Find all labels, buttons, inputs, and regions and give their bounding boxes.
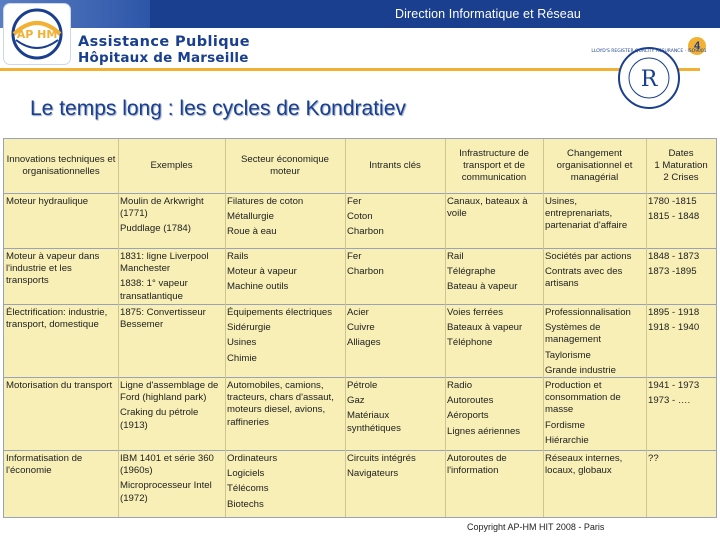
table-row	[4, 450, 716, 518]
table-cell	[543, 194, 646, 249]
cell-text: Microprocesseur Intel (1972)	[120, 480, 212, 504]
table-cell	[543, 249, 646, 305]
cell-text: 1941 - 1973	[648, 380, 700, 391]
cell-text: Taylorisme	[545, 349, 591, 361]
table-cell	[445, 249, 543, 305]
brand-divider	[0, 68, 700, 71]
header-cell: Intrants clés	[369, 159, 421, 171]
cell-text: Biotechs	[227, 498, 264, 510]
cell-text: Réseaux internes, locaux, globaux	[545, 453, 623, 477]
table-cell	[345, 378, 445, 451]
table-cell	[4, 194, 118, 249]
cell-text: Automobiles, camions, tracteurs, chars d'assaut, moteurs diesel, avions, raffineries	[227, 380, 334, 428]
cell-text: 1838: 1° vapeur transatlantique	[120, 278, 188, 302]
cell-text: Bateaux à vapeur	[447, 322, 523, 334]
logo-text: AP HM	[16, 28, 58, 41]
cell-text: Ligne d'assemblage de Ford (highland park)	[120, 380, 219, 404]
table-cell	[646, 249, 716, 305]
cell-text: Voies ferrées	[447, 307, 503, 318]
table-cell	[646, 378, 716, 451]
cell-text: Alliages	[347, 337, 381, 349]
cell-text: Bateau à vapeur	[447, 281, 518, 293]
cell-text: Chimie	[227, 352, 257, 364]
cell-text: 1918 - 1940	[648, 322, 700, 334]
cell-text: Systèmes de management	[545, 322, 601, 346]
cell-text: Ordinateurs	[227, 453, 278, 464]
cell-text: Production et consommation de masse	[545, 380, 621, 416]
cell-text: 1875: Convertisseur Bessemer	[120, 307, 206, 331]
header-cell: Dates 1 Maturation 2 Crises	[654, 147, 708, 184]
table-cell	[225, 249, 345, 305]
cell-text: IBM 1401 et série 360 (1960s)	[120, 453, 214, 477]
cell-text: Navigateurs	[347, 468, 399, 480]
cell-text: Matériaux synthétiques	[347, 410, 401, 434]
aphm-logo	[4, 4, 70, 64]
table-cell	[543, 378, 646, 451]
header-cell: Exemples	[150, 159, 193, 171]
cell-text: Aéroports	[447, 410, 489, 422]
table-row	[4, 304, 716, 378]
banner-title: Direction Informatique et Réseau	[395, 7, 581, 21]
cell-text: Rails	[227, 251, 249, 262]
cell-text: Cuivre	[347, 322, 375, 334]
table-cell	[345, 249, 445, 305]
seal-ring-text: LLOYD'S REGISTER QUALITY ASSURANCE · ISO9001	[591, 49, 707, 54]
cell-text: Charbon	[347, 266, 384, 278]
cell-text: 1780 -1815	[648, 196, 697, 207]
cell-text: Lignes aériennes	[447, 425, 521, 437]
cell-text: Circuits intégrés	[347, 453, 416, 464]
cell-text: Moteur à vapeur	[227, 266, 297, 278]
cell-text: Fordisme	[545, 419, 585, 431]
table-row	[4, 377, 716, 451]
cell-text: Fer	[347, 251, 362, 262]
cell-text: Sidérurgie	[227, 322, 271, 334]
table-cell	[543, 305, 646, 378]
cell-text: Sociétés par actions	[545, 251, 632, 262]
table-cell	[4, 378, 118, 451]
cell-text: 1815 - 1848	[648, 211, 700, 223]
table-cell	[543, 451, 646, 518]
table-header-row	[4, 139, 716, 193]
cell-text: Canaux, bateaux à voile	[447, 196, 528, 220]
page-number-badge: 4	[688, 37, 706, 55]
table-cell	[225, 451, 345, 518]
table-cell	[4, 249, 118, 305]
cell-text: Métallurgie	[227, 211, 274, 223]
table-cell	[225, 378, 345, 451]
cell-text: Autoroutes de l'information	[447, 453, 507, 477]
table-cell	[4, 305, 118, 378]
table-cell	[118, 305, 225, 378]
cell-text: Pétrole	[347, 380, 378, 391]
table-row	[4, 193, 716, 249]
table-cell	[118, 249, 225, 305]
table-cell	[345, 451, 445, 518]
cell-text: Craking du pétrole (1913)	[120, 407, 199, 431]
table-cell	[118, 451, 225, 518]
slide-title: Le temps long : les cycles de Kondratiev	[30, 97, 406, 120]
cell-text: Moteur hydraulique	[6, 196, 89, 207]
cell-text: Autoroutes	[447, 395, 494, 407]
table-cell	[646, 451, 716, 518]
cell-text: Motorisation du transport	[6, 380, 113, 391]
cell-text: Roue à eau	[227, 226, 277, 238]
cell-text: Logiciels	[227, 468, 265, 480]
header-cell: Innovations techniques et organisationnelles	[6, 153, 116, 177]
cell-text: Gaz	[347, 395, 365, 407]
cell-text: Usines, entreprenariats, partenariat d'affaire	[545, 196, 628, 232]
cell-text: Filatures de coton	[227, 196, 304, 207]
table-cell	[445, 305, 543, 378]
table-cell	[225, 305, 345, 378]
cell-text: 1848 - 1873	[648, 251, 700, 262]
cell-text: Moteur à vapeur dans l'industrie et les transports	[6, 251, 100, 287]
table-cell	[445, 378, 543, 451]
table-cell	[118, 378, 225, 451]
table-cell	[445, 451, 543, 518]
footer-copyright: Copyright AP-HM HIT 2008 - Paris	[467, 522, 605, 532]
header-cell: Infrastructure de transport et de communication	[459, 147, 529, 184]
cell-text: Coton	[347, 211, 373, 223]
seal-center-text: R	[640, 67, 658, 92]
cell-text: 1973 - ….	[648, 395, 691, 407]
cell-text: Acier	[347, 307, 369, 318]
cell-text: Fer	[347, 196, 362, 207]
brand-line-2: Hôpitaux de Marseille	[78, 50, 249, 66]
header-cell: Secteur économique moteur	[241, 153, 329, 177]
table-row	[4, 248, 716, 305]
table-cell	[646, 194, 716, 249]
iso-seal	[591, 40, 707, 112]
table-cell	[345, 305, 445, 378]
cell-text: Télégraphe	[447, 266, 496, 278]
brand-line-1: Assistance Publique	[78, 34, 251, 50]
cell-text: 1831: ligne Liverpool Manchester	[120, 251, 209, 275]
table-cell	[4, 451, 118, 518]
cell-text: 1873 -1895	[648, 266, 697, 278]
table-cell	[445, 194, 543, 249]
table-cell	[225, 194, 345, 249]
cell-text: Rail	[447, 251, 464, 262]
cell-text: Charbon	[347, 226, 384, 238]
cell-text: 1895 - 1918	[648, 307, 700, 318]
table-cell	[646, 305, 716, 378]
cell-text: Moulin de Arkwright (1771)	[120, 196, 204, 220]
cell-text: Hiérarchie	[545, 434, 589, 446]
kondratiev-table	[3, 138, 717, 518]
cell-text: ??	[648, 453, 659, 464]
cell-text: Contrats avec des artisans	[545, 266, 623, 290]
table-cell	[345, 194, 445, 249]
cell-text: Électrification: industrie, transport, domestique	[6, 307, 108, 331]
cell-text: Machine outils	[227, 281, 289, 293]
top-banner	[0, 0, 720, 28]
cell-text: Téléphone	[447, 337, 493, 349]
cell-text: Puddlage (1784)	[120, 223, 191, 235]
cell-text: Télécoms	[227, 483, 269, 495]
cell-text: Grande industrie	[545, 364, 616, 376]
cell-text: Équipements électriques	[227, 307, 333, 318]
table-cell	[118, 194, 225, 249]
cell-text: Professionnalisation	[545, 307, 631, 318]
cell-text: Radio	[447, 380, 473, 391]
cell-text: Usines	[227, 337, 257, 349]
header-cell: Changement organisationnel et managérial	[556, 147, 633, 184]
cell-text: Informatisation de l'économie	[6, 453, 83, 477]
